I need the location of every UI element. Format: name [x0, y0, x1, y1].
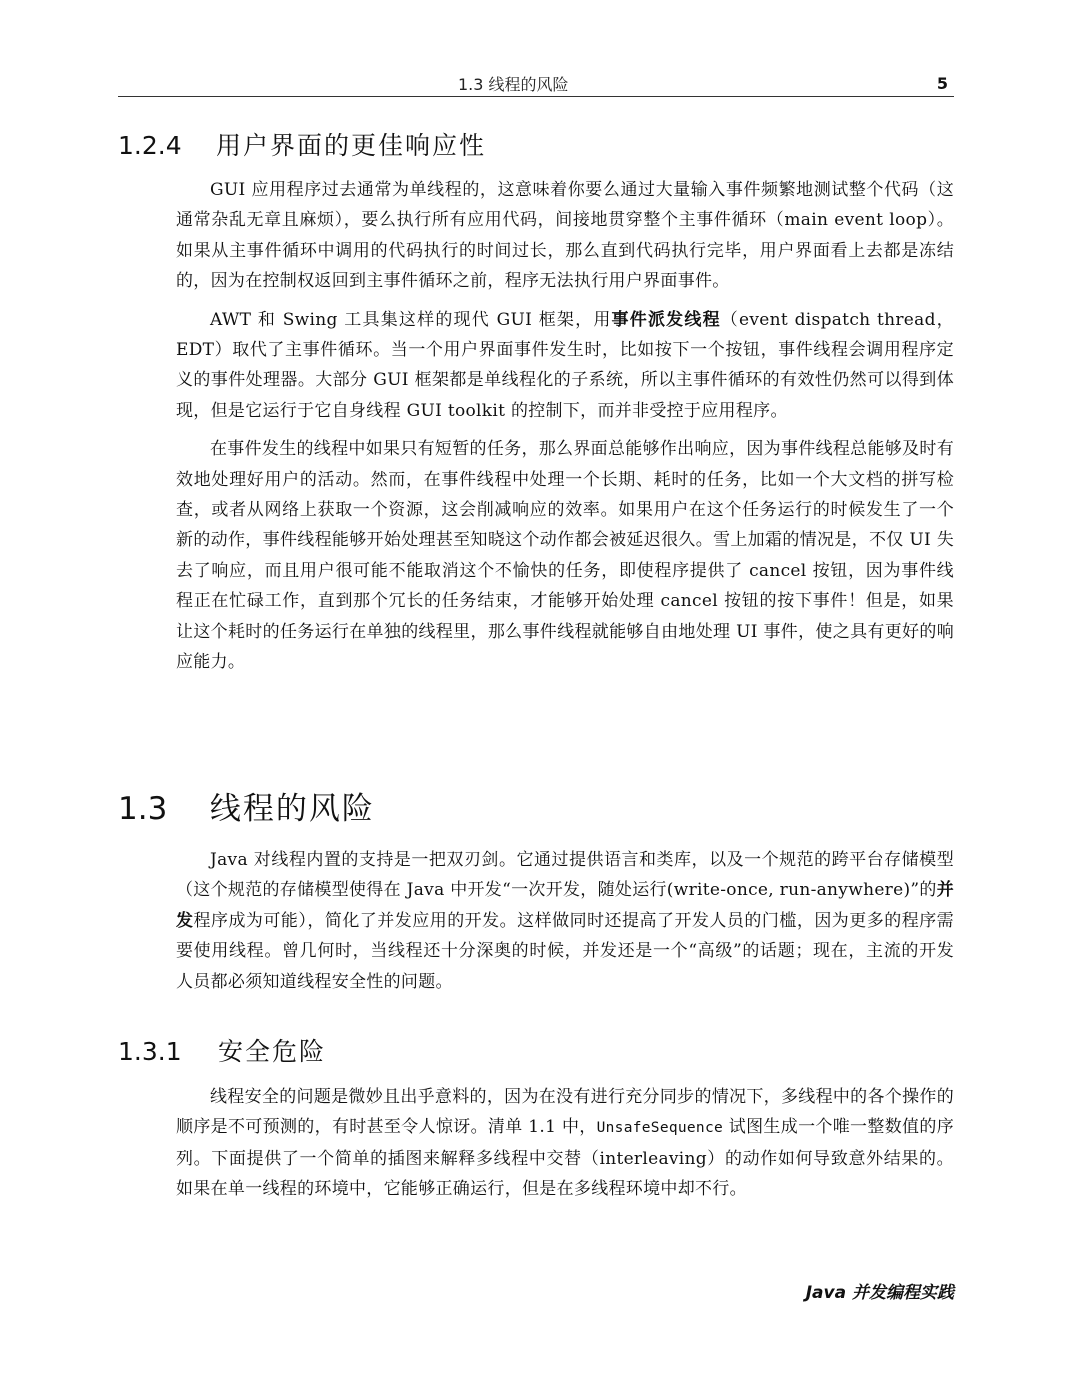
- section-body-1-3: [176, 845, 954, 997]
- paragraph: [176, 1082, 954, 1205]
- section-heading-1-2-4: [118, 126, 486, 162]
- paragraph: GUI 应用程序过去通常为单线程的，这意味着你要么通过大量输入事件频繁地测试整个代码（这通常杂乱无章且麻烦），要么执行所有应用代码，间接地贯穿整个主事件循环（main event loop）。如果从主事件循环中调用的代码执行的时间过长，那么直到代码执行完毕，用户界面看上去都是冻结的，因为在控制权返回到主事件循环之前，程序无法执行用户界面事件。: [176, 180, 954, 292]
- section-heading-1-3: [118, 783, 375, 828]
- emphasis-term: 事件派发线程: [611, 309, 721, 330]
- paragraph: 在事件发生的线程中如果只有短暂的任务，那么界面总能够作出响应，因为事件线程总能够及时有效地处理好用户的活动。然而，在事件线程中处理一个长期、耗时的任务，比如一个大文档的拼写检查，或者从网络上获取一个资源，这会削减响应的效率。如果用户在这个任务运行的时候发生了一个新的动作，事件线程能够开始处理甚至知晓这个动作都会被延迟很久。雪上加霜的情况是，不仅 UI 失去了响应，而且用户很可能不能取消这个不愉快的任务，即使程序提供了 cancel 按钮，因为事件线程正在忙碌工作，直到那个冗长的任务结束，才能够开始处理 cancel 按钮的按下事件！但是，如果让这个耗时的任务运行在单独的线程里，那么事件线程就能够自由地处理 UI 事件，使之具有更好的响应能力。: [176, 439, 954, 673]
- section-title: 线程的风险: [209, 791, 375, 827]
- running-head-title: 1.3 线程的风险: [458, 75, 569, 94]
- text-run: 程序成为可能），简化了并发应用的开发。这样做同时还提高了开发人员的门槛，因为更多的程序需要使用线程。曾几何时，当线程还十分深奥的时候，并发还是一个“高级”的话题；现在，主流的开发人员都必须知道线程安全性的问题。: [176, 910, 954, 992]
- code-identifier: UnsafeSequence: [596, 1120, 724, 1137]
- section-body-1-2-4: [176, 175, 954, 678]
- text-run: （event dispatch thread，EDT）取代了主事件循环。当一个用户界面事件发生时，比如按下一个按钮，事件线程会调用程序定义的事件处理器。大部分 GUI 框架都是单线程化的子系统，所以主事件循环的有效性仍然可以得到体现，但是它运行于它自身线程 GUI toolkit 的控制下，而并非受控于应用程序。: [176, 309, 954, 421]
- section-title: 用户界面的更佳响应性: [215, 131, 486, 160]
- running-head: [118, 70, 954, 97]
- footer-book-title: Java 并发编程实践: [805, 1283, 954, 1303]
- paragraph: [176, 845, 954, 997]
- section-number: 1.2.4: [118, 131, 182, 160]
- text-run: 试图生成一个唯一整数值的序列。下面提供了一个简单的插图来解释多线程中交替（interleaving）的动作如何导致意外结果的。如果在单一线程的环境中，它能够正确运行，但是在多线程环境中却不行。: [176, 1117, 954, 1200]
- section-number: 1.3.1: [118, 1037, 182, 1066]
- text-run: AWT 和 Swing 工具集这样的现代 GUI 框架，用: [210, 309, 612, 330]
- text-run: Java 对线程内置的支持是一把双刃剑。它通过提供语言和类库，以及一个规范的跨平台存储模型（这个规范的存储模型使得在 Java 中开发“一次开发，随处运行(write-once, run-anywhere)”的: [176, 850, 954, 901]
- text-run: 线程安全的问题是微妙且出乎意料的，因为在没有进行充分同步的情况下，多线程中的各个操作的顺序是不可预测的，有时甚至令人惊讶。清单 1.1 中，: [176, 1087, 954, 1138]
- emphasis-term: 并发: [176, 880, 954, 931]
- section-title: 安全危险: [217, 1037, 326, 1066]
- section-heading-1-3-1: [118, 1032, 326, 1068]
- section-number: 1.3: [118, 791, 168, 827]
- section-body-1-3-1: [176, 1082, 954, 1205]
- paragraph: [176, 305, 954, 427]
- page-number: 5: [936, 74, 948, 93]
